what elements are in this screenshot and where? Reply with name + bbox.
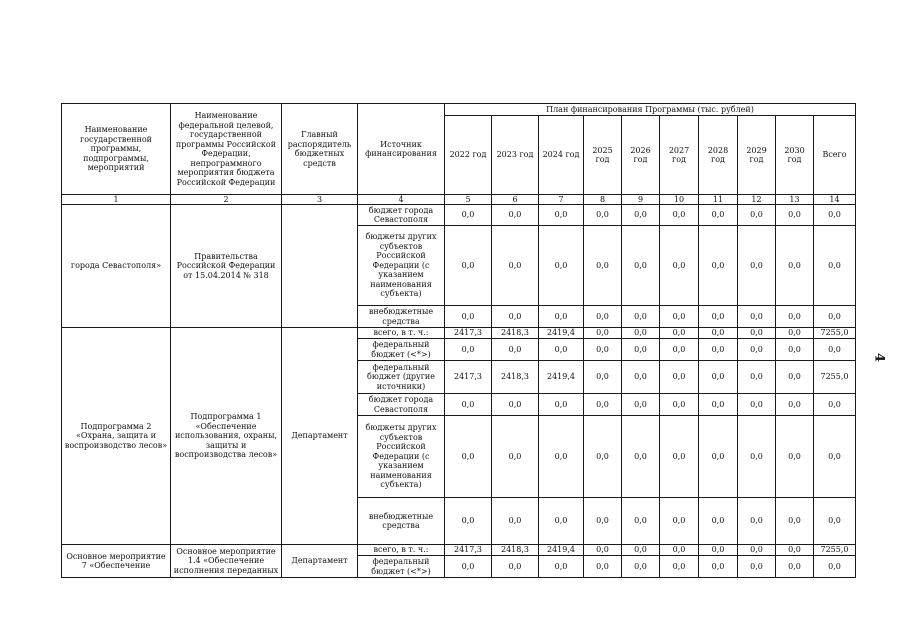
value-cell: 0,0 (699, 556, 738, 578)
column-number: 10 (660, 195, 699, 205)
value-cell: 0,0 (699, 205, 738, 226)
value-cell: 0,0 (492, 416, 539, 498)
value-cell: 0,0 (776, 226, 814, 306)
value-cell: 0,0 (738, 394, 776, 416)
value-cell: 0,0 (699, 306, 738, 328)
value-cell: 7255,0 (814, 545, 856, 556)
value-cell: 0,0 (622, 556, 660, 578)
value-cell: 0,0 (445, 306, 492, 328)
column-number: 4 (358, 195, 445, 205)
column-number: 12 (738, 195, 776, 205)
header-year: 2026 год (622, 116, 660, 195)
funding-source-cell: бюджет города Севастополя (358, 394, 445, 416)
header-row-1 (62, 104, 856, 116)
header-year: Всего (814, 116, 856, 195)
funding-source-cell: всего, в т. ч.: (358, 328, 445, 339)
header-federal-program: Наименование федеральной целевой, государственной программы Российской Федерации, непрограммного мероприятия бюджета Российской Федерации (171, 104, 282, 195)
column-number: 2 (171, 195, 282, 205)
value-cell: 0,0 (584, 361, 622, 394)
value-cell: 0,0 (738, 339, 776, 361)
value-cell: 2417,3 (445, 328, 492, 339)
value-cell: 0,0 (584, 556, 622, 578)
header-plan: План финансирования Программы (тыс. рублей) (445, 104, 856, 116)
column-number: 5 (445, 195, 492, 205)
value-cell: 0,0 (445, 394, 492, 416)
value-cell: 0,0 (584, 226, 622, 306)
value-cell: 0,0 (584, 339, 622, 361)
program-name-cell: города Севастополя» (62, 205, 171, 328)
value-cell: 0,0 (699, 498, 738, 545)
value-cell: 2418,3 (492, 328, 539, 339)
budget-manager-cell: Департамент (282, 545, 358, 578)
column-number: 6 (492, 195, 539, 205)
value-cell: 0,0 (660, 226, 699, 306)
value-cell: 0,0 (814, 394, 856, 416)
value-cell: 0,0 (584, 416, 622, 498)
table-row (62, 328, 856, 339)
value-cell: 0,0 (660, 498, 699, 545)
value-cell: 0,0 (492, 498, 539, 545)
value-cell: 0,0 (622, 545, 660, 556)
funding-source-cell: бюджет города Севастополя (358, 205, 445, 226)
value-cell: 0,0 (584, 498, 622, 545)
value-cell: 0,0 (814, 306, 856, 328)
value-cell: 0,0 (776, 556, 814, 578)
value-cell: 0,0 (622, 306, 660, 328)
value-cell: 2418,3 (492, 361, 539, 394)
column-number: 11 (699, 195, 738, 205)
value-cell: 0,0 (492, 226, 539, 306)
value-cell: 0,0 (539, 498, 584, 545)
header-year: 2030 год (776, 116, 814, 195)
value-cell: 0,0 (776, 545, 814, 556)
value-cell: 0,0 (738, 361, 776, 394)
value-cell: 0,0 (584, 545, 622, 556)
value-cell: 0,0 (622, 394, 660, 416)
funding-source-cell: федеральный бюджет (<*>) (358, 556, 445, 578)
value-cell: 0,0 (699, 416, 738, 498)
column-number: 3 (282, 195, 358, 205)
value-cell: 0,0 (445, 226, 492, 306)
value-cell: 0,0 (660, 339, 699, 361)
column-number: 1 (62, 195, 171, 205)
value-cell: 2417,3 (445, 361, 492, 394)
column-number: 8 (584, 195, 622, 205)
page-number: 4 (871, 352, 887, 363)
value-cell: 0,0 (738, 205, 776, 226)
federal-program-cell: Правительства Российской Федерации от 15.04.2014 № 318 (171, 205, 282, 328)
value-cell: 0,0 (699, 339, 738, 361)
value-cell: 0,0 (539, 416, 584, 498)
value-cell: 0,0 (660, 306, 699, 328)
value-cell: 7255,0 (814, 361, 856, 394)
value-cell: 0,0 (660, 556, 699, 578)
header-budget-manager: Главный распорядитель бюджетных средств (282, 104, 358, 195)
value-cell: 0,0 (660, 205, 699, 226)
budget-manager-cell: Департамент (282, 328, 358, 545)
column-number: 7 (539, 195, 584, 205)
value-cell: 2417,3 (445, 545, 492, 556)
value-cell: 0,0 (539, 205, 584, 226)
funding-source-cell: внебюджетные средства (358, 306, 445, 328)
federal-program-cell: Основное мероприятие 1.4 «Обеспечение исполнения переданных (171, 545, 282, 578)
value-cell: 0,0 (814, 226, 856, 306)
table-row (62, 205, 856, 226)
value-cell: 2419,4 (539, 545, 584, 556)
header-year: 2022 год (445, 116, 492, 195)
value-cell: 2419,4 (539, 361, 584, 394)
funding-source-cell: всего, в т. ч.: (358, 545, 445, 556)
value-cell: 0,0 (776, 339, 814, 361)
value-cell: 0,0 (492, 339, 539, 361)
financing-table-page (61, 103, 856, 578)
value-cell: 0,0 (539, 306, 584, 328)
value-cell: 0,0 (539, 556, 584, 578)
program-name-cell: Подпрограмма 2 «Охрана, защита и воспроизводство лесов» (62, 328, 171, 545)
value-cell: 0,0 (622, 339, 660, 361)
value-cell: 0,0 (622, 328, 660, 339)
value-cell: 0,0 (445, 416, 492, 498)
financing-table (61, 103, 856, 578)
value-cell: 0,0 (660, 416, 699, 498)
value-cell: 0,0 (699, 545, 738, 556)
table-row (62, 545, 856, 556)
value-cell: 0,0 (814, 339, 856, 361)
value-cell: 0,0 (492, 556, 539, 578)
value-cell: 0,0 (699, 226, 738, 306)
value-cell: 7255,0 (814, 328, 856, 339)
funding-source-cell: федеральный бюджет (другие источники) (358, 361, 445, 394)
value-cell: 0,0 (622, 416, 660, 498)
value-cell: 0,0 (738, 545, 776, 556)
value-cell: 0,0 (699, 394, 738, 416)
value-cell: 0,0 (622, 361, 660, 394)
header-year: 2028 год (699, 116, 738, 195)
value-cell: 2419,4 (539, 328, 584, 339)
value-cell: 0,0 (776, 361, 814, 394)
value-cell: 0,0 (492, 205, 539, 226)
value-cell: 0,0 (492, 394, 539, 416)
value-cell: 0,0 (660, 394, 699, 416)
value-cell: 0,0 (814, 416, 856, 498)
value-cell: 0,0 (738, 498, 776, 545)
funding-source-cell: бюджеты других субъектов Российской Федерации (с указанием наименования субъекта) (358, 416, 445, 498)
funding-source-cell: бюджеты других субъектов Российской Федерации (с указанием наименования субъекта) (358, 226, 445, 306)
funding-source-cell: федеральный бюджет (<*>) (358, 339, 445, 361)
federal-program-cell: Подпрограмма 1 «Обеспечение использования, охраны, защиты и воспроизводства лесов» (171, 328, 282, 545)
value-cell: 0,0 (738, 416, 776, 498)
budget-manager-cell (282, 205, 358, 328)
value-cell: 0,0 (660, 361, 699, 394)
column-number: 13 (776, 195, 814, 205)
value-cell: 0,0 (584, 306, 622, 328)
header-year: 2024 год (539, 116, 584, 195)
value-cell: 0,0 (738, 226, 776, 306)
value-cell: 0,0 (814, 556, 856, 578)
value-cell: 0,0 (539, 226, 584, 306)
header-program-name: Наименование государственной программы, подпрограммы, мероприятий (62, 104, 171, 195)
value-cell: 0,0 (660, 328, 699, 339)
header-year: 2029 год (738, 116, 776, 195)
value-cell: 0,0 (660, 545, 699, 556)
value-cell: 0,0 (776, 306, 814, 328)
value-cell: 0,0 (738, 306, 776, 328)
value-cell: 2418,3 (492, 545, 539, 556)
column-numbers-row (62, 195, 856, 205)
program-name-cell: Основное мероприятие 7 «Обеспечение (62, 545, 171, 578)
value-cell: 0,0 (445, 498, 492, 545)
column-number: 14 (814, 195, 856, 205)
value-cell: 0,0 (738, 328, 776, 339)
value-cell: 0,0 (584, 205, 622, 226)
value-cell: 0,0 (699, 328, 738, 339)
value-cell: 0,0 (776, 328, 814, 339)
value-cell: 0,0 (539, 339, 584, 361)
header-year: 2027 год (660, 116, 699, 195)
value-cell: 0,0 (814, 498, 856, 545)
value-cell: 0,0 (738, 556, 776, 578)
value-cell: 0,0 (776, 416, 814, 498)
value-cell: 0,0 (776, 498, 814, 545)
value-cell: 0,0 (584, 328, 622, 339)
value-cell: 0,0 (699, 361, 738, 394)
value-cell: 0,0 (776, 205, 814, 226)
value-cell: 0,0 (622, 498, 660, 545)
value-cell: 0,0 (445, 205, 492, 226)
value-cell: 0,0 (445, 339, 492, 361)
header-year: 2025 год (584, 116, 622, 195)
value-cell: 0,0 (492, 306, 539, 328)
value-cell: 0,0 (622, 205, 660, 226)
header-funding-source: Источник финансирования (358, 104, 445, 195)
value-cell: 0,0 (445, 556, 492, 578)
value-cell: 0,0 (814, 205, 856, 226)
funding-source-cell: внебюджетные средства (358, 498, 445, 545)
value-cell: 0,0 (622, 226, 660, 306)
value-cell: 0,0 (584, 394, 622, 416)
column-number: 9 (622, 195, 660, 205)
value-cell: 0,0 (539, 394, 584, 416)
value-cell: 0,0 (776, 394, 814, 416)
header-year: 2023 год (492, 116, 539, 195)
